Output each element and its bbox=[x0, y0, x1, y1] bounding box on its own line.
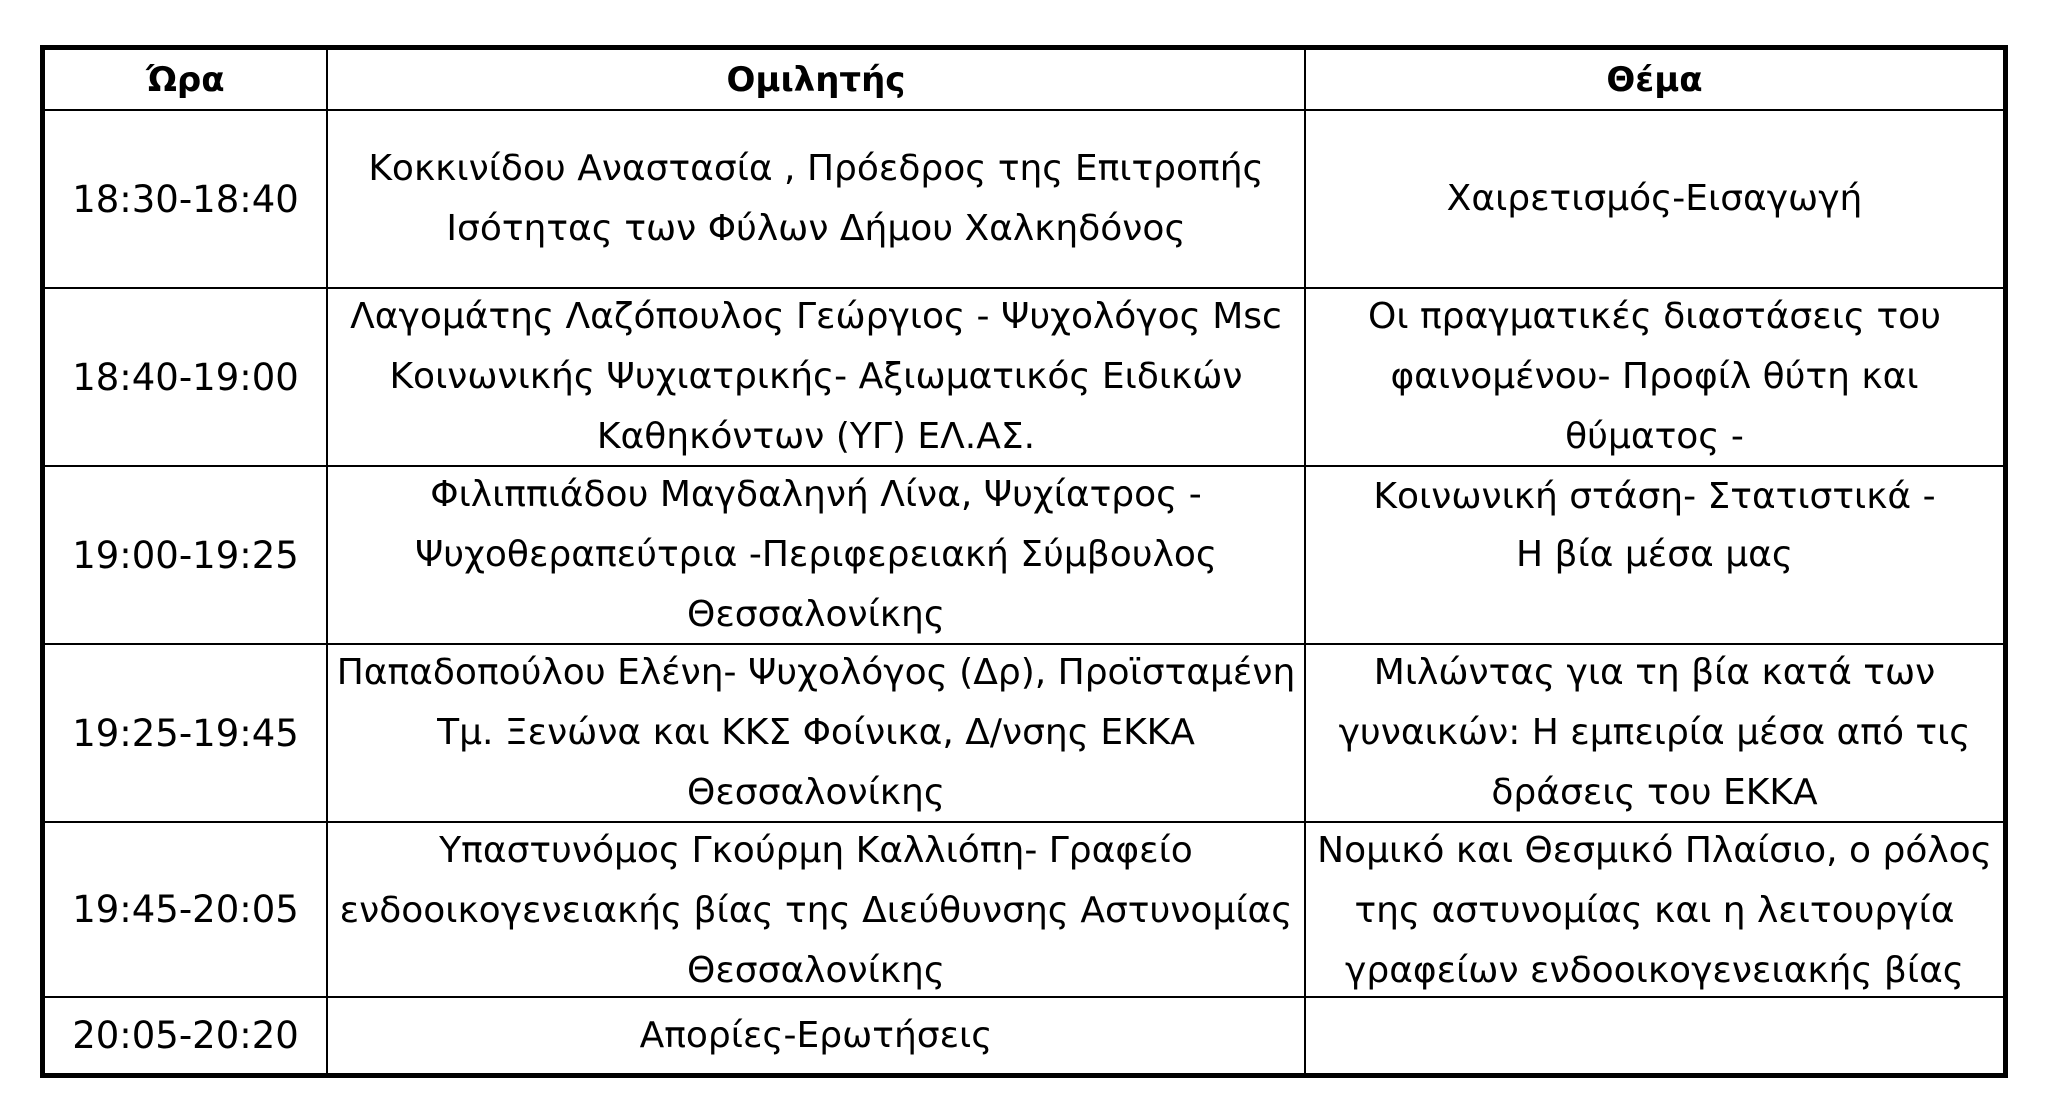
speaker-text: Απορίες-Ερωτήσεις bbox=[639, 1014, 993, 1056]
topic-text: Νομικό και Θεσμικό Πλαίσιο, ο ρόλος της αστυνομίας και η λειτουργία γραφείων ενδοοικογενειακής βίας bbox=[1317, 830, 1992, 991]
topic-text: Η βία μέσα μας bbox=[1516, 534, 1793, 575]
speaker-text: Υπαστυνόμος Γκούρμη Καλλιόπη- Γραφείο ενδοοικογενειακής βίας της Διεύθυνσης Αστυνομίας Θεσσαλονίκης bbox=[339, 830, 1293, 991]
topic-cell bbox=[1306, 467, 2003, 645]
time-text: 18:30-18:40 bbox=[72, 177, 299, 221]
header-topic bbox=[1306, 50, 2003, 111]
speaker-text: Φιλιππιάδου Μαγδαληνή Λίνα, Ψυχίατρος - Ψυχοθεραπεύτρια -Περιφερειακή Σύμβουλος Θεσσαλονίκης bbox=[414, 474, 1218, 635]
header-topic-label: Θέμα bbox=[1606, 59, 1703, 100]
speaker-cell bbox=[328, 823, 1306, 998]
topic-text: Οι πραγματικές διαστάσεις του φαινομένου- Προφίλ θύτη και θύματος - Κοινωνική στάση- Στατιστικά - bbox=[1368, 296, 1941, 517]
topic-cell bbox=[1306, 823, 2003, 998]
time-cell bbox=[45, 111, 328, 289]
time-cell bbox=[45, 289, 328, 467]
topic-text: Χαιρετισμός-Εισαγωγή bbox=[1446, 178, 1863, 219]
time-text: 19:25-19:45 bbox=[72, 711, 299, 755]
topic-cell bbox=[1306, 645, 2003, 823]
topic-cell bbox=[1306, 289, 2003, 517]
time-text: 19:00-19:25 bbox=[72, 533, 299, 577]
speaker-text: Παπαδοπούλου Ελένη- Ψυχολόγος (Δρ), Προϊσταμένη Τμ. Ξενώνα και ΚΚΣ Φοίνικα, Δ/νσης ΕΚΚΑ Θεσσαλονίκης bbox=[336, 652, 1296, 813]
header-speaker-label: Ομιλητής bbox=[726, 59, 906, 100]
time-text: 20:05-20:20 bbox=[72, 1014, 299, 1057]
speaker-cell bbox=[328, 111, 1306, 289]
topic-cell bbox=[1306, 111, 2003, 289]
schedule-table bbox=[40, 45, 2008, 1078]
header-time-label: Ώρα bbox=[146, 59, 225, 100]
header-time bbox=[45, 50, 328, 111]
time-text: 19:45-20:05 bbox=[72, 888, 299, 931]
header-speaker bbox=[328, 50, 1306, 111]
time-cell bbox=[45, 645, 328, 823]
speaker-cell bbox=[328, 289, 1306, 467]
time-cell bbox=[45, 467, 328, 645]
time-cell bbox=[45, 823, 328, 998]
speaker-cell bbox=[328, 645, 1306, 823]
topic-cell bbox=[1306, 998, 2003, 1073]
topic-text: Μιλώντας για τη βία κατά των γυναικών: Η εμπειρία μέσα από τις δράσεις του ΕΚΚΑ bbox=[1338, 652, 1971, 813]
speaker-cell bbox=[328, 467, 1306, 645]
speaker-text: Κοκκινίδου Αναστασία , Πρόεδρος της Επιτροπής Ισότητας των Φύλων Δήμου Χαλκηδόνος bbox=[368, 148, 1264, 249]
time-cell bbox=[45, 998, 328, 1073]
speaker-text: Λαγομάτης Λαζόπουλος Γεώργιος - Ψυχολόγος Msc Κοινωνικής Ψυχιατρικής- Αξιωματικός Ειδικών Καθηκόντων (ΥΓ) ΕΛ.ΑΣ. bbox=[350, 296, 1282, 457]
time-text: 18:40-19:00 bbox=[72, 355, 299, 399]
speaker-cell bbox=[328, 998, 1306, 1073]
